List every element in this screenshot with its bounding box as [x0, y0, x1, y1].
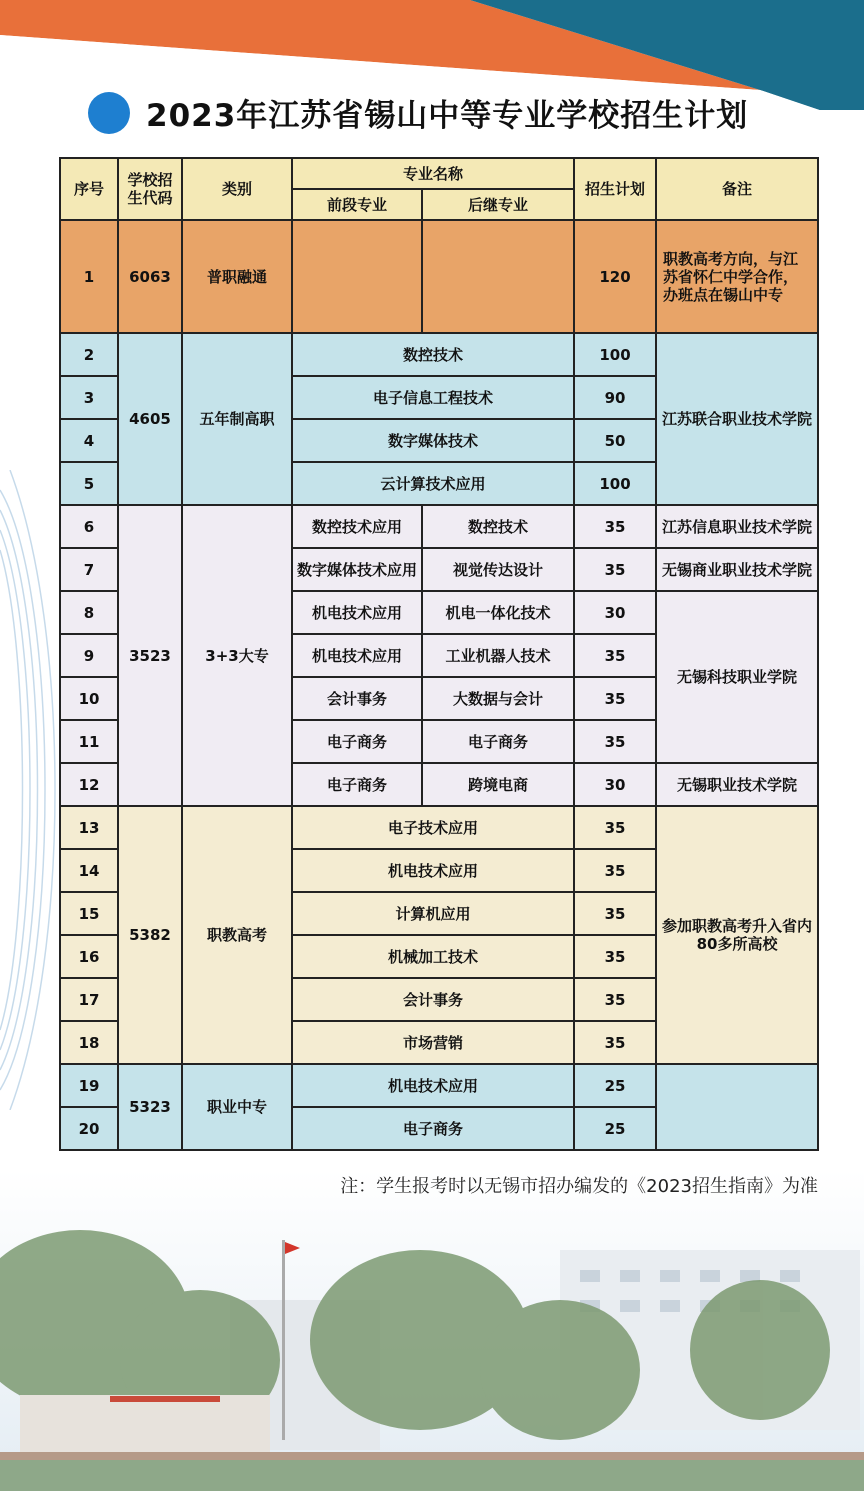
plan-cell: 120: [574, 220, 656, 333]
seq-cell: 13: [60, 806, 118, 849]
category-cell: 3+3大专: [182, 505, 292, 806]
page-title: 2023年江苏省锡山中等专业学校招生计划: [146, 98, 749, 134]
seq-cell: 14: [60, 849, 118, 892]
category-cell: 职业中专: [182, 1064, 292, 1150]
back-major-cell: [422, 220, 574, 333]
seq-cell: 10: [60, 677, 118, 720]
plan-cell: 25: [574, 1107, 656, 1150]
campus-photo: [0, 1170, 864, 1491]
seq-cell: 15: [60, 892, 118, 935]
header-school-code: 学校招 生代码: [118, 158, 182, 220]
remark-cell: 无锡商业职业技术学院: [656, 548, 818, 591]
table-row: [60, 806, 818, 849]
seq-cell: 19: [60, 1064, 118, 1107]
plan-cell: 35: [574, 935, 656, 978]
seq-cell: 2: [60, 333, 118, 376]
back-major-cell: 大数据与会计: [422, 677, 574, 720]
category-cell: 职教高考: [182, 806, 292, 1064]
table-row: [60, 333, 818, 376]
front-major-cell: [292, 220, 422, 333]
footnote: 注：学生报考时以无锡市招办编发的《2023招生指南》为准: [340, 1176, 818, 1197]
front-major-cell: 数字媒体技术应用: [292, 548, 422, 591]
remark-cell: 无锡职业技术学院: [656, 763, 818, 806]
header-major: 专业名称: [292, 158, 574, 189]
seq-cell: 16: [60, 935, 118, 978]
seq-cell: 8: [60, 591, 118, 634]
plan-cell: 35: [574, 677, 656, 720]
remark-cell: 江苏联合职业技术学院: [656, 333, 818, 505]
plan-cell: 35: [574, 892, 656, 935]
seq-cell: 18: [60, 1021, 118, 1064]
plan-cell: 35: [574, 806, 656, 849]
plan-cell: 50: [574, 419, 656, 462]
major-cell: 电子商务: [292, 1107, 574, 1150]
plan-cell: 100: [574, 462, 656, 505]
back-major-cell: 数控技术: [422, 505, 574, 548]
seq-cell: 5: [60, 462, 118, 505]
major-cell: 电子技术应用: [292, 806, 574, 849]
seq-cell: 9: [60, 634, 118, 677]
remark-cell: [656, 1064, 818, 1150]
front-major-cell: 电子商务: [292, 720, 422, 763]
major-cell: 会计事务: [292, 978, 574, 1021]
plan-cell: 35: [574, 1021, 656, 1064]
category-cell: 五年制高职: [182, 333, 292, 505]
header-plan: 招生计划: [574, 158, 656, 220]
code-cell: 4605: [118, 333, 182, 505]
header-seq: 序号: [60, 158, 118, 220]
major-cell: 计算机应用: [292, 892, 574, 935]
back-major-cell: 电子商务: [422, 720, 574, 763]
back-major-cell: 工业机器人技术: [422, 634, 574, 677]
header-remark: 备注: [656, 158, 818, 220]
table-header-row: [60, 158, 818, 189]
plan-cell: 90: [574, 376, 656, 419]
code-cell: 3523: [118, 505, 182, 806]
major-cell: 电子信息工程技术: [292, 376, 574, 419]
seq-cell: 17: [60, 978, 118, 1021]
seq-cell: 11: [60, 720, 118, 763]
seq-cell: 6: [60, 505, 118, 548]
header-major-front: 前段专业: [292, 189, 422, 220]
major-cell: 数字媒体技术: [292, 419, 574, 462]
major-cell: 机电技术应用: [292, 849, 574, 892]
remark-cell: 江苏信息职业技术学院: [656, 505, 818, 548]
seq-cell: 3: [60, 376, 118, 419]
major-cell: 机械加工技术: [292, 935, 574, 978]
plan-cell: 35: [574, 978, 656, 1021]
major-cell: 数控技术: [292, 333, 574, 376]
plan-cell: 35: [574, 505, 656, 548]
header-category: 类别: [182, 158, 292, 220]
plan-cell: 35: [574, 634, 656, 677]
front-major-cell: 电子商务: [292, 763, 422, 806]
plan-cell: 35: [574, 849, 656, 892]
code-cell: 5323: [118, 1064, 182, 1150]
category-cell: 普职融通: [182, 220, 292, 333]
remark-cell: 职教高考方向，与江苏省怀仁中学合作，办班点在锡山中专: [656, 220, 818, 333]
major-cell: 市场营销: [292, 1021, 574, 1064]
plan-cell: 30: [574, 763, 656, 806]
remark-cell: 参加职教高考升入省内80多所高校: [656, 806, 818, 1064]
title-bullet-icon: [88, 92, 130, 134]
table-row: [60, 505, 818, 548]
code-cell: 6063: [118, 220, 182, 333]
plan-cell: 35: [574, 720, 656, 763]
front-major-cell: 会计事务: [292, 677, 422, 720]
back-major-cell: 视觉传达设计: [422, 548, 574, 591]
back-major-cell: 跨境电商: [422, 763, 574, 806]
enrollment-plan-table: [59, 157, 819, 1151]
front-major-cell: 机电技术应用: [292, 591, 422, 634]
plan-cell: 30: [574, 591, 656, 634]
code-cell: 5382: [118, 806, 182, 1064]
front-major-cell: 数控技术应用: [292, 505, 422, 548]
plan-cell: 25: [574, 1064, 656, 1107]
back-major-cell: 机电一体化技术: [422, 591, 574, 634]
plan-cell: 100: [574, 333, 656, 376]
seq-cell: 7: [60, 548, 118, 591]
major-cell: 机电技术应用: [292, 1064, 574, 1107]
seq-cell: 12: [60, 763, 118, 806]
major-cell: 云计算技术应用: [292, 462, 574, 505]
seq-cell: 1: [60, 220, 118, 333]
header-major-back: 后继专业: [422, 189, 574, 220]
remark-cell: 无锡科技职业学院: [656, 591, 818, 763]
table-row: [60, 220, 818, 333]
seq-cell: 20: [60, 1107, 118, 1150]
table-row: [60, 1064, 818, 1107]
front-major-cell: 机电技术应用: [292, 634, 422, 677]
seq-cell: 4: [60, 419, 118, 462]
plan-cell: 35: [574, 548, 656, 591]
